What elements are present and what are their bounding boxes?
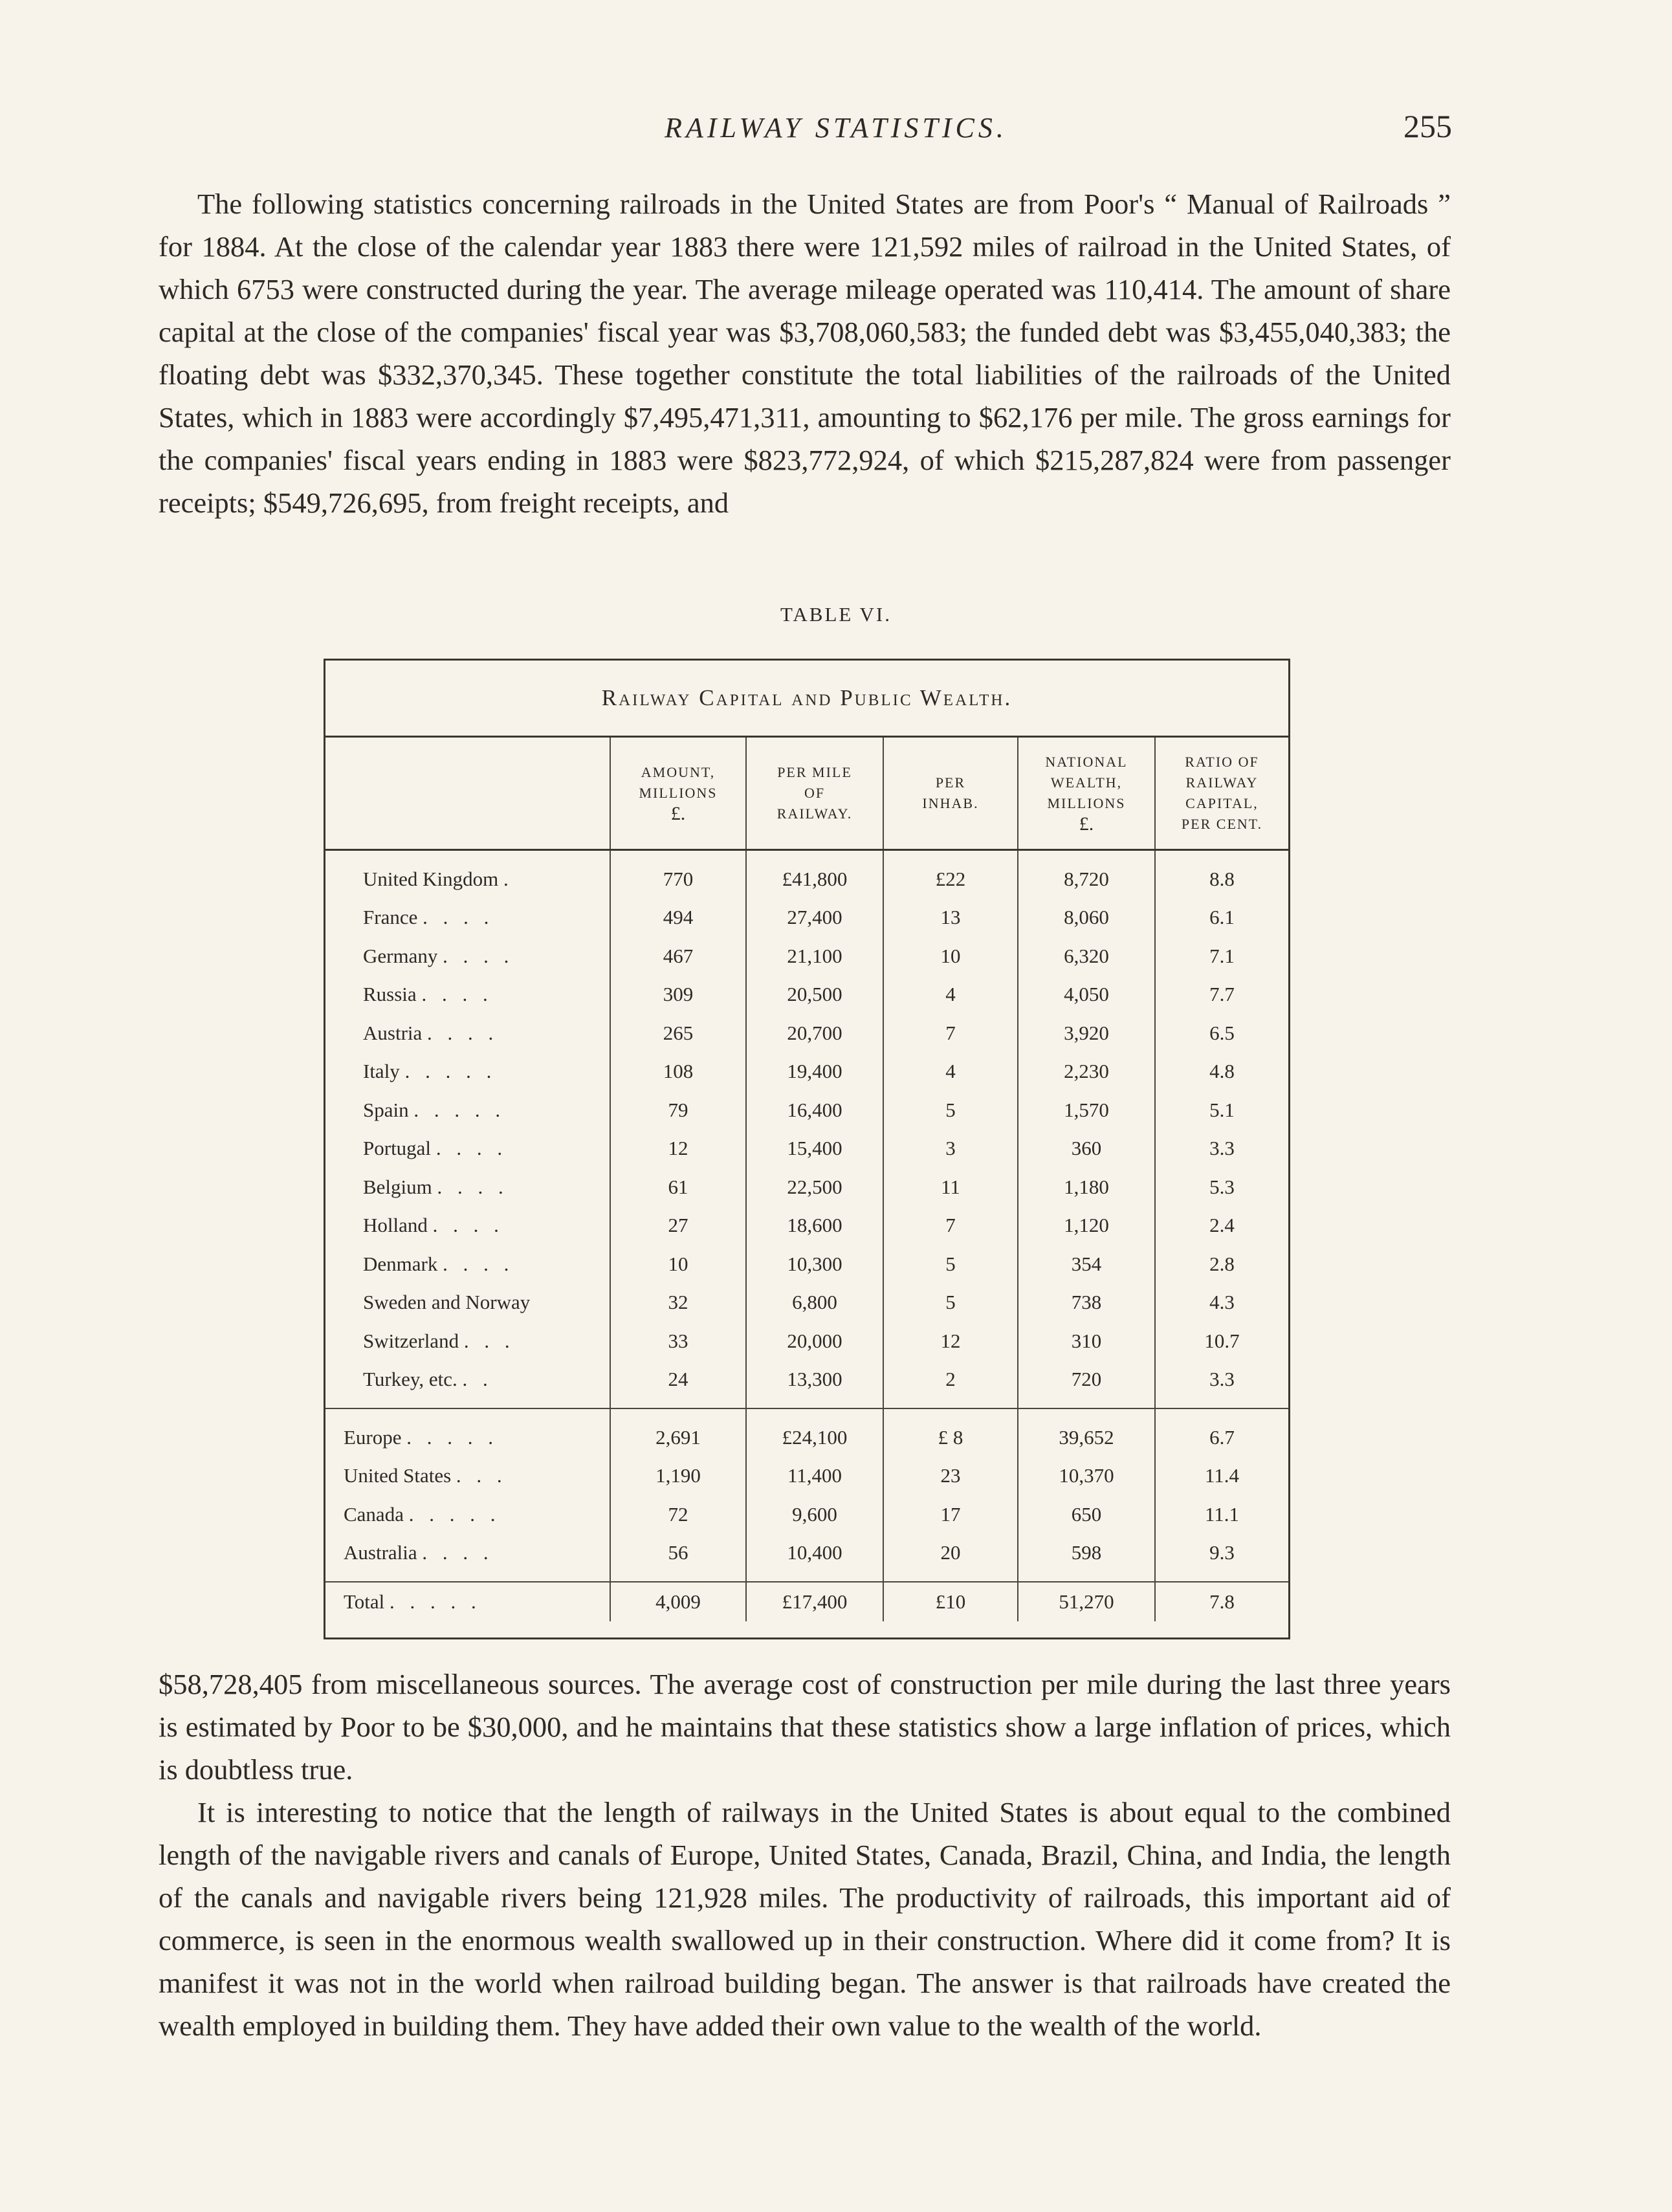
cell-amount: 27 xyxy=(610,1207,746,1245)
row-label: Italy . . . . . xyxy=(363,1060,497,1083)
cell-per-mile: £24,100 xyxy=(746,1408,883,1457)
cell-amount: 56 xyxy=(610,1534,746,1582)
cell-per-inhab: 4 xyxy=(883,1053,1018,1091)
table-row xyxy=(325,976,1288,1014)
cell-amount: 61 xyxy=(610,1168,746,1207)
cell-per-mile: 9,600 xyxy=(746,1495,883,1534)
cell-per-mile: 16,400 xyxy=(746,1091,883,1130)
cell-wealth: 8,720 xyxy=(1018,850,1155,899)
cell-amount: 265 xyxy=(610,1014,746,1053)
cell-wealth: 650 xyxy=(1018,1495,1155,1534)
cell-wealth: 598 xyxy=(1018,1534,1155,1582)
cell-per-inhab: £10 xyxy=(883,1582,1018,1621)
cell-ratio: 4.8 xyxy=(1155,1053,1288,1091)
cell-amount: 12 xyxy=(610,1130,746,1168)
cell-wealth: 1,180 xyxy=(1018,1168,1155,1207)
cell-per-mile: 19,400 xyxy=(746,1053,883,1091)
cell-ratio: 5.1 xyxy=(1155,1091,1288,1130)
cell-ratio: 11.4 xyxy=(1155,1457,1288,1496)
cell-per-inhab: 5 xyxy=(883,1284,1018,1322)
row-label: Portugal . . . . xyxy=(363,1137,508,1160)
cell-per-mile: 10,400 xyxy=(746,1534,883,1582)
table-row xyxy=(325,1168,1288,1207)
cell-ratio: 2.4 xyxy=(1155,1207,1288,1245)
cell-amount: 1,190 xyxy=(610,1457,746,1496)
cell-wealth: 3,920 xyxy=(1018,1014,1155,1053)
cell-per-inhab: 5 xyxy=(883,1245,1018,1284)
cell-amount: 72 xyxy=(610,1495,746,1534)
table-row xyxy=(325,1091,1288,1130)
cell-wealth: 10,370 xyxy=(1018,1457,1155,1496)
column-header-ratio: RATIO OF RAILWAY CAPITAL, PER CENT. xyxy=(1155,738,1288,850)
cell-wealth: 360 xyxy=(1018,1130,1155,1168)
cell-per-mile: 10,300 xyxy=(746,1245,883,1284)
row-label: Europe . . . . . xyxy=(325,1408,610,1457)
table-caption: Railway Capital and Public Wealth. xyxy=(325,661,1288,738)
cell-wealth: 738 xyxy=(1018,1284,1155,1322)
row-label: Switzerland . . . xyxy=(363,1329,515,1352)
cell-per-mile: 15,400 xyxy=(746,1130,883,1168)
cell-amount: 770 xyxy=(610,850,746,899)
table-row xyxy=(325,1408,1288,1457)
running-head xyxy=(0,108,1672,157)
cell-wealth: 6,320 xyxy=(1018,937,1155,976)
cell-amount: 79 xyxy=(610,1091,746,1130)
row-label: Total . . . . . xyxy=(325,1582,610,1621)
cell-per-inhab: 23 xyxy=(883,1457,1018,1496)
cell-wealth: 720 xyxy=(1018,1361,1155,1409)
cell-per-inhab: 17 xyxy=(883,1495,1018,1534)
cell-per-mile: 21,100 xyxy=(746,937,883,976)
cell-per-mile: 20,700 xyxy=(746,1014,883,1053)
cell-per-inhab: 7 xyxy=(883,1014,1018,1053)
table-row xyxy=(325,1284,1288,1322)
column-header-per-mile: PER MILE OF RAILWAY. xyxy=(746,738,883,850)
cell-wealth: 4,050 xyxy=(1018,976,1155,1014)
cell-per-inhab: 20 xyxy=(883,1534,1018,1582)
cell-wealth: 354 xyxy=(1018,1245,1155,1284)
cell-per-inhab: 3 xyxy=(883,1130,1018,1168)
table-label: TABLE VI. xyxy=(780,603,892,626)
cell-ratio: 6.5 xyxy=(1155,1014,1288,1053)
cell-ratio: 6.7 xyxy=(1155,1408,1288,1457)
table-row xyxy=(325,1534,1288,1582)
table-row xyxy=(325,1207,1288,1245)
cell-per-inhab: 4 xyxy=(883,976,1018,1014)
cell-ratio: 7.8 xyxy=(1155,1582,1288,1621)
row-label: Germany . . . . xyxy=(363,944,514,967)
table-row xyxy=(325,1130,1288,1168)
cell-per-inhab: 2 xyxy=(883,1361,1018,1409)
table-row xyxy=(325,1361,1288,1409)
cell-wealth: 2,230 xyxy=(1018,1053,1155,1091)
page-number: 255 xyxy=(1403,108,1452,144)
cell-per-mile: 18,600 xyxy=(746,1207,883,1245)
cell-ratio: 7.1 xyxy=(1155,937,1288,976)
cell-wealth: 51,270 xyxy=(1018,1582,1155,1621)
row-label: France . . . . xyxy=(363,906,494,929)
running-title: RAILWAY STATISTICS. xyxy=(665,112,1007,144)
statistics-table xyxy=(324,659,1290,1639)
cell-per-mile: 13,300 xyxy=(746,1361,883,1409)
table-row xyxy=(325,1322,1288,1361)
column-header-row xyxy=(325,738,1288,850)
cell-per-inhab: 12 xyxy=(883,1322,1018,1361)
paragraph: It is interesting to notice that the length of railways in the United States is about equal to the combined length of the navigable rivers and canals of Europe, United States, Canada, Brazil, China, and India, the length of the canals and navigable rivers being 121,928 miles. The productivity of railroads, this important aid of commerce, is seen in the enormous wealth swallowed up in their construction. Where did it come from? It is manifest it was not in the world when railroad building began. The answer is that railroads have created the wealth employed in building them. They have added their own value to the wealth of the world. xyxy=(159,1796,1451,2042)
cell-per-mile: 20,500 xyxy=(746,976,883,1014)
cell-ratio: 11.1 xyxy=(1155,1495,1288,1534)
row-label: Sweden and Norway xyxy=(363,1291,531,1314)
row-label: Denmark . . . . xyxy=(363,1252,514,1275)
column-header-amount: AMOUNT, MILLIONS £. xyxy=(610,738,746,850)
row-label: Canada . . . . . xyxy=(344,1502,501,1526)
table-row xyxy=(325,1457,1288,1496)
paragraph: $58,728,405 from miscellaneous sources. The average cost of construction per mile during the last three years is estimated by Poor to be $30,000, and he maintains that these statistics show a large inflation of prices, which is doubtless true. xyxy=(159,1668,1451,1786)
cell-amount: 4,009 xyxy=(610,1582,746,1621)
body-text-top xyxy=(159,182,1451,524)
table-row xyxy=(325,937,1288,976)
cell-wealth: 8,060 xyxy=(1018,899,1155,937)
row-label: Turkey, etc. . . xyxy=(363,1368,493,1391)
cell-per-inhab: £22 xyxy=(883,850,1018,899)
cell-amount: 494 xyxy=(610,899,746,937)
paragraph: The following statistics concerning railroads in the United States are from Poor's “ Manual of Railroads ” for 1884. At the close of the calendar year 1883 there were 121,592 miles of railroad in the United States, of which 6753 were constructed during the year. The average mileage operated was 110,414. The amount of share capital at the close of the companies' fiscal year was $3,708,060,583; the funded debt was $3,455,040,383; the floating debt was $332,370,345. These together constitute the total liabilities of the railroads of the United States, which in 1883 were accordingly $7,495,471,311, amounting to $62,176 per mile. The gross earnings for the companies' fiscal years ending in 1883 were $823,772,924, of which $215,287,824 were from passenger receipts; $549,726,695, from freight receipts, and xyxy=(159,188,1451,519)
cell-per-inhab: 7 xyxy=(883,1207,1018,1245)
cell-ratio: 3.3 xyxy=(1155,1130,1288,1168)
table-body xyxy=(325,850,1288,1621)
cell-amount: 33 xyxy=(610,1322,746,1361)
cell-wealth: 1,570 xyxy=(1018,1091,1155,1130)
row-label: Australia . . . . xyxy=(344,1541,494,1564)
cell-wealth: 39,652 xyxy=(1018,1408,1155,1457)
cell-ratio: 2.8 xyxy=(1155,1245,1288,1284)
cell-ratio: 8.8 xyxy=(1155,850,1288,899)
table-row xyxy=(325,850,1288,899)
cell-ratio: 9.3 xyxy=(1155,1534,1288,1582)
table-row xyxy=(325,1582,1288,1621)
cell-per-inhab: 11 xyxy=(883,1168,1018,1207)
row-label: United Kingdom . xyxy=(363,867,514,890)
body-text-bottom xyxy=(159,1663,1451,2047)
column-header-blank xyxy=(325,738,610,850)
column-header-national-wealth: NATIONAL WEALTH, MILLIONS £. xyxy=(1018,738,1155,850)
cell-per-mile: 20,000 xyxy=(746,1322,883,1361)
cell-ratio: 6.1 xyxy=(1155,899,1288,937)
column-header-per-inhab: PER INHAB. xyxy=(883,738,1018,850)
cell-per-mile: 6,800 xyxy=(746,1284,883,1322)
cell-amount: 467 xyxy=(610,937,746,976)
cell-ratio: 3.3 xyxy=(1155,1361,1288,1409)
row-label: Russia . . . . xyxy=(363,983,493,1006)
row-label: United States . . . xyxy=(344,1464,507,1487)
row-label: Austria . . . . xyxy=(363,1021,499,1044)
row-label: Spain . . . . . xyxy=(363,1098,506,1121)
cell-wealth: 310 xyxy=(1018,1322,1155,1361)
cell-per-inhab: 13 xyxy=(883,899,1018,937)
cell-amount: 309 xyxy=(610,976,746,1014)
cell-per-mile: £41,800 xyxy=(746,850,883,899)
row-label: Holland . . . . xyxy=(363,1214,504,1237)
cell-amount: 24 xyxy=(610,1361,746,1409)
cell-ratio: 4.3 xyxy=(1155,1284,1288,1322)
table-row xyxy=(325,1053,1288,1091)
cell-per-mile: £17,400 xyxy=(746,1582,883,1621)
cell-per-mile: 27,400 xyxy=(746,899,883,937)
cell-amount: 108 xyxy=(610,1053,746,1091)
cell-amount: 10 xyxy=(610,1245,746,1284)
statistics-grid xyxy=(325,738,1288,1621)
cell-ratio: 5.3 xyxy=(1155,1168,1288,1207)
cell-wealth: 1,120 xyxy=(1018,1207,1155,1245)
row-label: Belgium . . . . xyxy=(363,1175,509,1198)
cell-per-inhab: £ 8 xyxy=(883,1408,1018,1457)
cell-ratio: 10.7 xyxy=(1155,1322,1288,1361)
cell-per-mile: 11,400 xyxy=(746,1457,883,1496)
cell-ratio: 7.7 xyxy=(1155,976,1288,1014)
cell-per-mile: 22,500 xyxy=(746,1168,883,1207)
table-row xyxy=(325,1014,1288,1053)
cell-per-inhab: 5 xyxy=(883,1091,1018,1130)
cell-amount: 2,691 xyxy=(610,1408,746,1457)
table-row xyxy=(325,1245,1288,1284)
table-row xyxy=(325,899,1288,937)
cell-amount: 32 xyxy=(610,1284,746,1322)
table-row xyxy=(325,1495,1288,1534)
cell-per-inhab: 10 xyxy=(883,937,1018,976)
